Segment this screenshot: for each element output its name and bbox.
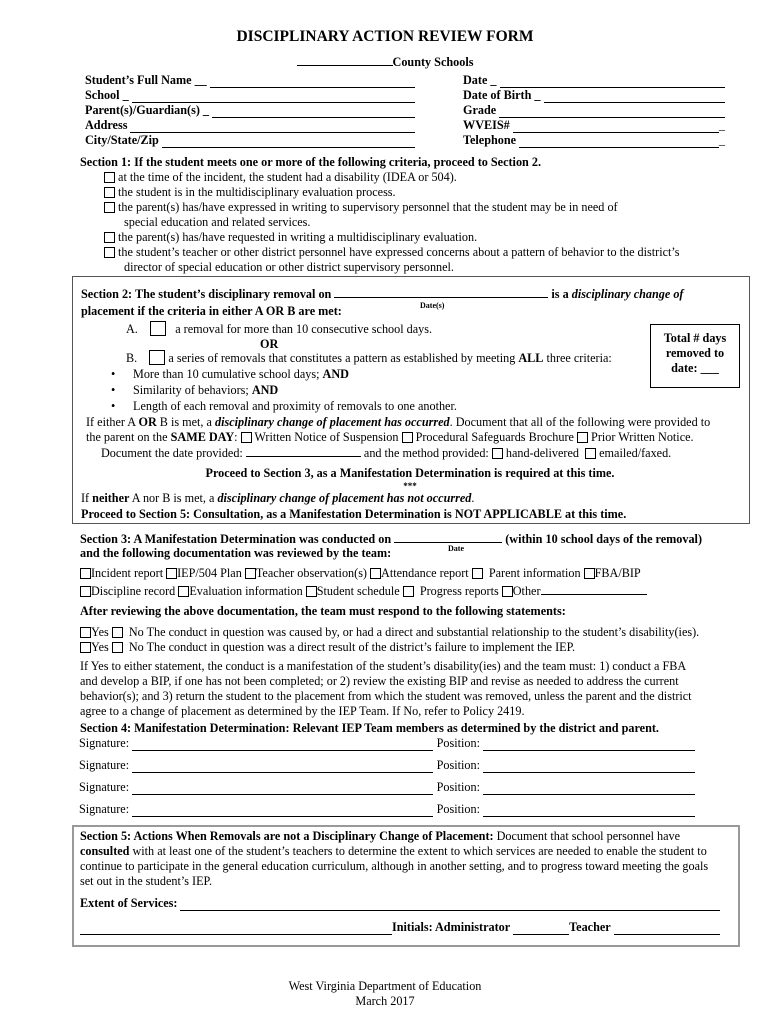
paragraph-line: agree to a change of placement as determined by the IEP Team. If No, refer to Policy 2419. — [80, 704, 525, 718]
total-days-line: removed to — [665, 346, 725, 360]
text: and the method provided: — [363, 446, 489, 460]
option-b-all: ALL — [518, 351, 544, 365]
telephone-trailing: _ — [718, 133, 725, 147]
section1-item — [104, 170, 457, 185]
statement-row — [80, 640, 575, 655]
doc-label: Evaluation information — [189, 584, 303, 598]
position-label: Position: — [436, 736, 480, 750]
text: A nor B is met, a — [131, 491, 215, 505]
paragraph-line: and develop a BIP, if one has not been completed; or 2) review the existing BIP and revise as needed to address the current — [80, 674, 679, 688]
section5-heading: Section 5: Actions When Removals are not a Disciplinary Change of Placement: — [80, 829, 494, 843]
position-label: Position: — [436, 758, 480, 772]
section1-item — [104, 200, 618, 215]
text: If — [81, 491, 90, 505]
checkbox[interactable] — [502, 586, 513, 597]
signature-label: Signature: — [79, 802, 130, 816]
telephone-field[interactable] — [519, 136, 719, 148]
option-a-label: A. — [126, 322, 138, 336]
text: B is met, a — [159, 415, 212, 429]
city-label: City/State/Zip — [85, 133, 159, 147]
option-b-text2: three criteria: — [546, 351, 612, 365]
yes-label: Yes — [91, 625, 109, 639]
method-label: hand-delivered — [505, 446, 579, 460]
proceed-section5: Proceed to Section 5: Consultation, as a Manifestation Determination is NOT APPLICABLE at this time. — [81, 507, 627, 521]
school-label: School _ — [85, 88, 129, 102]
text: neither — [92, 491, 130, 505]
dob-row — [463, 88, 725, 103]
option-a-checkbox[interactable] — [150, 321, 166, 336]
criteria-bullet — [133, 399, 457, 414]
signature-field[interactable] — [132, 761, 433, 773]
guardian-row — [85, 103, 415, 118]
signature-label: Signature: — [79, 736, 130, 750]
text: disciplinary change of placement has occurred — [214, 415, 450, 429]
checkbox[interactable] — [104, 172, 115, 183]
extent-row — [80, 896, 720, 911]
position-field[interactable] — [483, 761, 695, 773]
section5-line2 — [80, 844, 707, 859]
yes-checkbox[interactable] — [80, 642, 91, 653]
text: SAME DAY — [170, 430, 235, 444]
initials-row — [80, 920, 720, 935]
county-label: County Schools — [392, 55, 474, 69]
text: with at least one of the student’s teachers to determine the extent to which services are needed to enable the student to — [132, 844, 707, 858]
and-label: AND — [251, 383, 279, 397]
statement-row — [80, 625, 699, 640]
student-name-label: Student’s Full Name __ — [85, 73, 207, 87]
text: If either A — [86, 415, 136, 429]
criteria-bullet — [133, 383, 278, 398]
checkbox[interactable] — [584, 568, 595, 579]
date-field[interactable] — [500, 76, 725, 88]
initials-admin-label: Initials: Administrator — [392, 920, 511, 934]
section1-item-continued: director of special education or other district supervisory personnel. — [124, 260, 454, 274]
no-checkbox[interactable] — [112, 627, 123, 638]
text: : — [234, 430, 238, 444]
extent-field[interactable] — [180, 899, 720, 911]
signature-row — [79, 736, 699, 751]
signature-field[interactable] — [132, 783, 433, 795]
extent-label: Extent of Services: — [80, 896, 178, 910]
checkbox[interactable] — [402, 432, 413, 443]
position-field[interactable] — [483, 739, 695, 751]
criteria-bullet — [133, 367, 349, 382]
option-a-text: a removal for more than 10 consecutive school days. — [175, 322, 433, 336]
checkbox[interactable] — [370, 568, 381, 579]
section3-line2: and the following documentation was reviewed by the team: — [80, 546, 392, 560]
checkbox[interactable] — [166, 568, 177, 579]
checkbox[interactable] — [241, 432, 252, 443]
dob-field[interactable] — [544, 91, 725, 103]
paragraph-line: If Yes to either statement, the conduct is a manifestation of the student’s disability(ies) and the team must: 1) conduct a FBA — [80, 659, 687, 673]
section5-line3: continue to participate in the general education curriculum, although in another setting, and to progress toward meeting the goals — [80, 859, 709, 873]
wveis-field[interactable] — [513, 121, 719, 133]
position-field[interactable] — [483, 783, 695, 795]
no-checkbox[interactable] — [112, 642, 123, 653]
section1-item — [104, 245, 680, 260]
notice-label: Procedural Safeguards Brochure — [415, 430, 574, 444]
doc-label: Other — [512, 584, 541, 598]
doc-label: Parent information — [488, 566, 581, 580]
docs-row-2 — [80, 583, 647, 599]
doc-label: Discipline record — [91, 584, 176, 598]
doc-label: Student schedule — [316, 584, 400, 598]
statement-text: The conduct in question was a direct result of the district’s failure to implement the IEP. — [146, 640, 576, 654]
school-field[interactable] — [132, 91, 415, 103]
address-field[interactable] — [130, 121, 415, 133]
total-days-line: date: ___ — [671, 361, 719, 375]
wveis-trailing: _ — [718, 118, 725, 132]
checkbox[interactable] — [472, 568, 483, 579]
text: . Document that all of the following were provided to — [449, 415, 711, 429]
section3-line1 — [80, 531, 702, 547]
position-field[interactable] — [483, 805, 695, 817]
checkbox[interactable] — [104, 247, 115, 258]
signature-label: Signature: — [79, 758, 130, 772]
text: Document the date provided: — [101, 446, 243, 460]
criteria-text: • More than 10 cumulative school days; — [133, 367, 320, 381]
method-label: emailed/faxed. — [599, 446, 672, 460]
address-row — [85, 118, 415, 133]
section1-item-text: the student is in the multidisciplinary evaluation process. — [118, 185, 396, 199]
section2-line1 — [81, 286, 683, 302]
admin-initials-field[interactable] — [513, 923, 569, 935]
signature-field[interactable] — [132, 739, 433, 751]
city-field[interactable] — [162, 136, 415, 148]
yes-label: Yes — [91, 640, 109, 654]
county-line — [0, 54, 770, 70]
option-b-label: B. — [126, 351, 138, 365]
date-row — [463, 73, 725, 88]
docs-row-1 — [80, 566, 641, 581]
grade-row — [463, 103, 725, 118]
date-label: Date _ — [463, 73, 497, 87]
signature-label: Signature: — [79, 780, 130, 794]
after-reviewing: After reviewing the above documentation, the team must respond to the following statements: — [80, 604, 566, 618]
guardian-label: Parent(s)/Guardian(s) _ — [85, 103, 210, 117]
student-name-row — [85, 73, 415, 88]
section1-heading: Section 1: If the student meets one or more of the following criteria, proceed to Section 2. — [80, 155, 542, 169]
initials-teacher-label: Teacher — [569, 920, 611, 934]
option-b-checkbox[interactable] — [149, 350, 165, 365]
checkbox[interactable] — [104, 187, 115, 198]
text: . — [471, 491, 475, 505]
dates-caption: Date(s) — [420, 301, 445, 310]
md-date-field[interactable] — [394, 531, 502, 543]
doc-label: Attendance report — [381, 566, 469, 580]
doc-date-line — [101, 445, 671, 461]
doc-label: Teacher observation(s) — [255, 566, 367, 580]
section5-line4: set out in the student’s IEP. — [80, 874, 213, 888]
date-caption: Date — [448, 544, 464, 553]
dob-label: Date of Birth _ — [463, 88, 541, 102]
checkbox[interactable] — [577, 432, 588, 443]
yes-checkbox[interactable] — [80, 627, 91, 638]
proceed-section3: Proceed to Section 3, as a Manifestation Determination is required at this time. — [205, 466, 615, 480]
position-label: Position: — [436, 780, 480, 794]
address-label: Address — [85, 118, 128, 132]
option-b-text: a series of removals that constitutes a pattern as established by meeting — [168, 351, 516, 365]
school-row — [85, 88, 415, 103]
checkbox[interactable] — [104, 232, 115, 243]
section1-item-text: the parent(s) has/have expressed in writing to supervisory personnel that the student may be in need of — [118, 200, 618, 214]
teacher-initials-field[interactable] — [614, 923, 720, 935]
signature-row — [79, 802, 699, 817]
checkbox[interactable] — [80, 568, 91, 579]
date-provided-field[interactable] — [246, 445, 361, 457]
section1-item-text: the parent(s) has/have requested in writing a multidisciplinary evaluation. — [118, 230, 478, 244]
wveis-label: WVEIS# — [463, 118, 510, 132]
checkbox[interactable] — [104, 202, 115, 213]
notice-label: Written Notice of Suspension — [254, 430, 399, 444]
extent-field-2[interactable] — [80, 923, 392, 935]
telephone-row — [463, 133, 725, 148]
city-row — [85, 133, 415, 148]
position-label: Position: — [436, 802, 480, 816]
option-a — [126, 321, 432, 337]
or-label: OR — [260, 337, 279, 351]
section5-line1 — [80, 829, 680, 844]
manifestation-paragraph — [80, 659, 730, 719]
county-field[interactable] — [297, 54, 393, 66]
section2-is-a: is a — [551, 287, 569, 301]
section2-line2: placement if the criteria in either A OR B are met: — [81, 304, 342, 318]
telephone-label: Telephone — [463, 133, 517, 147]
total-days-line: Total # days — [663, 331, 727, 345]
removal-dates-field[interactable] — [334, 286, 548, 298]
checkbox[interactable] — [492, 448, 503, 459]
guardian-field[interactable] — [212, 106, 415, 118]
footer-org: West Virginia Department of Education — [288, 979, 482, 993]
paragraph-line: behavior(s); and 3) return the student to the placement from which the student was removed, unless the parent and the district — [80, 689, 692, 703]
signature-field[interactable] — [132, 805, 433, 817]
signature-row — [79, 758, 699, 773]
stars: *** — [403, 481, 417, 491]
section4-heading: Section 4: Manifestation Determination: Relevant IEP Team members as determined by the district and parent. — [80, 721, 659, 735]
footer-date: March 2017 — [355, 994, 415, 1008]
text: the parent on the — [86, 430, 168, 444]
text: disciplinary change of placement has not occurred — [217, 491, 472, 505]
text: OR — [138, 415, 157, 429]
doc-label: FBA/BIP — [594, 566, 641, 580]
within-10-days: (within 10 school days of the removal) — [505, 532, 703, 546]
if-either-line — [86, 415, 710, 430]
section2-heading: Section 2: The student’s disciplinary removal on — [81, 287, 332, 301]
notice-label: Prior Written Notice. — [591, 430, 694, 444]
checkbox[interactable] — [585, 448, 596, 459]
section1-item — [104, 230, 477, 245]
consulted-label: consulted — [80, 844, 130, 858]
option-b — [126, 350, 612, 366]
neither-line — [81, 491, 474, 506]
same-day-line — [86, 430, 694, 445]
criteria-text: • Length of each removal and proximity of removals to one another. — [133, 399, 457, 413]
checkbox[interactable] — [306, 586, 317, 597]
checkbox[interactable] — [245, 568, 256, 579]
and-label: AND — [322, 367, 349, 381]
doc-label: Progress reports — [419, 584, 499, 598]
signature-row — [79, 780, 699, 795]
section2-dcp: disciplinary change of — [571, 287, 684, 301]
doc-label: Incident report — [91, 566, 164, 580]
checkbox[interactable] — [80, 586, 91, 597]
section1-item-continued: special education and related services. — [124, 215, 311, 229]
section1-item-text: at the time of the incident, the student had a disability (IDEA or 504). — [118, 170, 457, 184]
criteria-text: • Similarity of behaviors; — [133, 383, 249, 397]
section1-item-text: the student’s teacher or other district personnel have expressed concerns about a pattern of behavior to the district’s — [118, 245, 680, 259]
no-label: No — [128, 640, 144, 654]
grade-field[interactable] — [499, 106, 725, 118]
section1-item — [104, 185, 396, 200]
section3-heading: Section 3: A Manifestation Determination was conducted on — [80, 532, 392, 546]
doc-label: IEP/504 Plan — [177, 566, 242, 580]
checkbox[interactable] — [403, 586, 414, 597]
statement-text: The conduct in question was caused by, or had a direct and substantial relationship to the student’s disability(ies). — [146, 625, 700, 639]
other-field[interactable] — [541, 583, 647, 595]
student-name-field[interactable] — [210, 76, 415, 88]
total-days-box — [650, 324, 740, 388]
grade-label: Grade — [463, 103, 497, 117]
text: Document that school personnel have — [496, 829, 681, 843]
no-label: No — [128, 625, 144, 639]
form-title: DISCIPLINARY ACTION REVIEW FORM — [236, 28, 534, 45]
checkbox[interactable] — [178, 586, 189, 597]
wveis-row — [463, 118, 725, 133]
